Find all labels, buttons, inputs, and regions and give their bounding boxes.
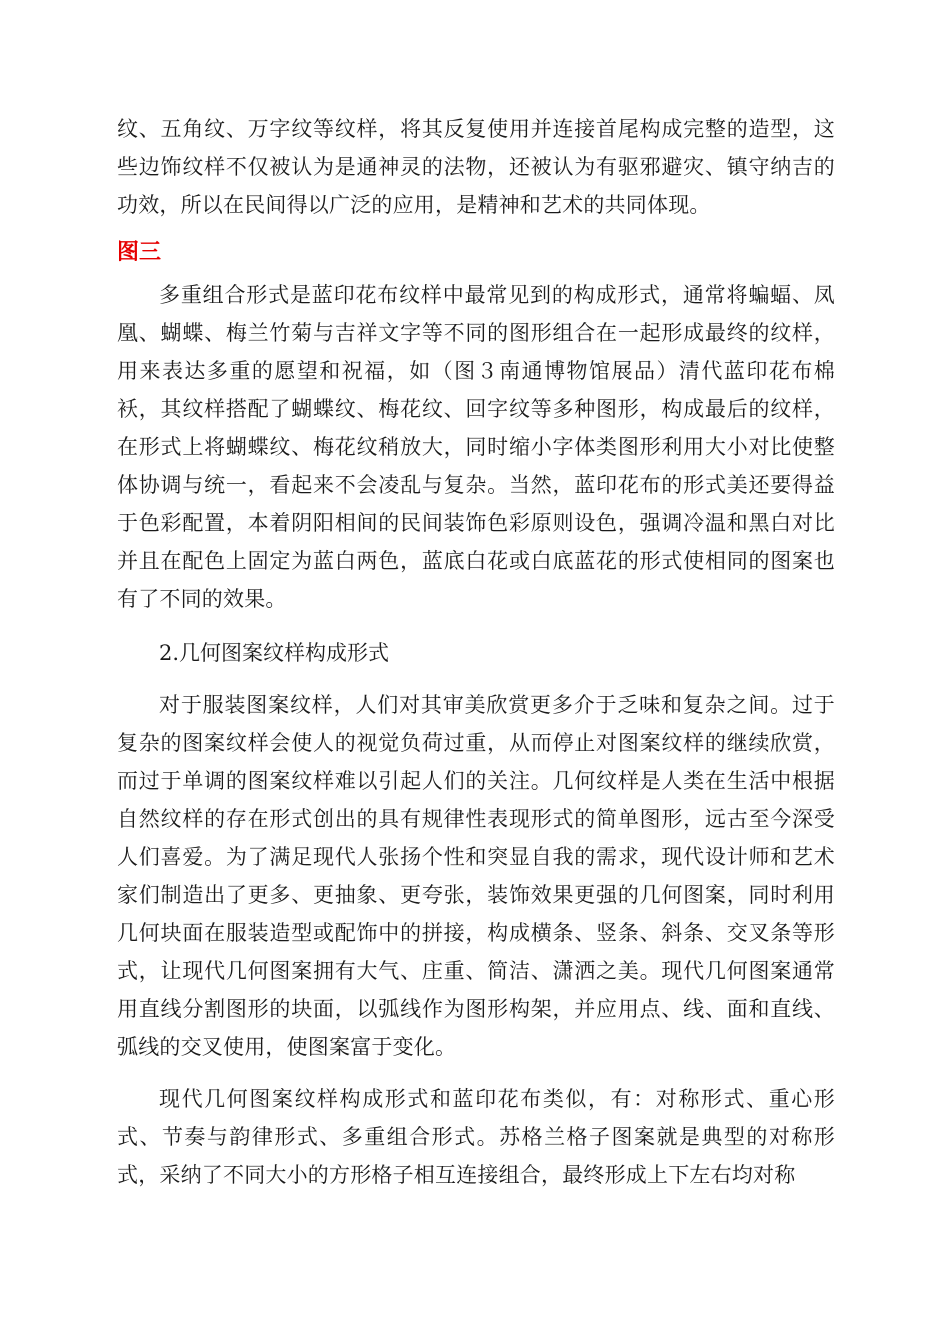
- paragraph-multiple-combination: 多重组合形式是蓝印花布纹样中最常见到的构成形式，通常将蝙蝠、凤凰、蝴蝶、梅兰竹菊与吉祥文字等不同的图形组合在一起形成最终的纹样，用来表达多重的愿望和祝福，如（图３南通博物馆展品）清代蓝印花布棉袄，其纹样搭配了蝴蝶纹、梅花纹、回字纹等多种图形，构成最后的纹样，在形式上将蝴蝶纹、梅花纹稍放大，同时缩小字体类图形利用大小对比使整体协调与统一，看起来不会凌乱与复杂。当然，蓝印花布的形式美还要得益于色彩配置，本着阴阳相间的民间装饰色彩原则设色，强调冷温和黑白对比并且在配色上固定为蓝白两色，蓝底白花或白底蓝花的形式使相同的图案也有了不同的效果。: [117, 283, 835, 611]
- document-body: [117, 110, 835, 1194]
- section-heading: 2.几何图案纹样构成形式: [159, 641, 390, 665]
- paragraph-geometric-patterns: 对于服装图案纹样，人们对其审美欣赏更多介于乏味和复杂之间。过于复杂的图案纹样会使人的视觉负荷过重，从而停止对图案纹样的继续欣赏，而过于单调的图案纹样难以引起人们的关注。几何纹样是人类在生活中根据自然纹样的存在形式创出的具有规律性表现形式的简单图形，远古至今深受人们喜爱。为了满足现代人张扬个性和突显自我的需求，现代设计师和艺术家们制造出了更多、更抽象、更夸张，装饰效果更强的几何图案，同时利用几何块面在服装造型或配饰中的拼接，构成横条、竖条、斜条、交叉条等形式，让现代几何图案拥有大气、庄重、简洁、潇洒之美。现代几何图案通常用直线分割图形的块面，以弧线作为图形构架，并应用点、线、面和直线、弧线的交叉使用，使图案富于变化。: [117, 693, 835, 1059]
- figure-heading: 图三: [117, 240, 162, 265]
- paragraph-border-patterns: 纹、五角纹、万字纹等纹样，将其反复使用并连接首尾构成完整的造型，这些边饰纹样不仅被认为是通神灵的法物，还被认为有驱邪避灾、镇守纳吉的功效，所以在民间得以广泛的应用，是精神和艺术的共同体现。: [117, 117, 835, 217]
- paragraph-modern-geometric-forms: 现代几何图案纹样构成形式和蓝印花布类似，有：对称形式、重心形式、节奏与韵律形式、多重组合形式。苏格兰格子图案就是典型的对称形式，采纳了不同大小的方形格子相互连接组合，最终形成上下左右均对称: [117, 1087, 835, 1187]
- paragraph-spacer: [117, 1066, 835, 1080]
